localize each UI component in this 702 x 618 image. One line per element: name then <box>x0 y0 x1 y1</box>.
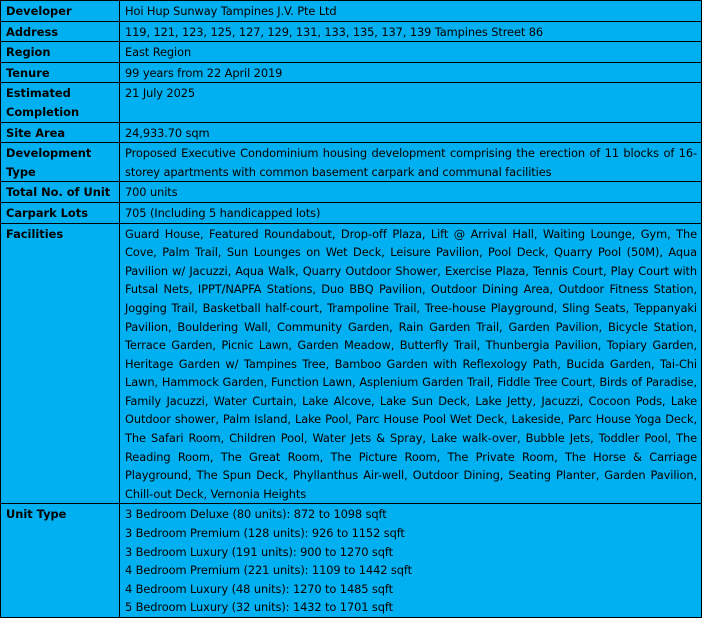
label-tenure: Tenure <box>1 62 120 83</box>
row-address <box>1 21 702 42</box>
label-region: Region <box>1 42 120 63</box>
label-developer: Developer <box>1 1 120 22</box>
row-facilities <box>1 223 702 504</box>
value-region: East Region <box>120 42 702 63</box>
value-unit-type <box>120 504 702 618</box>
row-unit-type <box>1 504 702 618</box>
label-development-type: Development Type <box>1 143 120 182</box>
row-region <box>1 42 702 63</box>
label-unit-type: Unit Type <box>1 504 120 618</box>
row-site-area <box>1 122 702 143</box>
unit-type-item: 3 Bedroom Deluxe (80 units): 872 to 1098 sqft <box>125 507 387 522</box>
unit-type-item: 4 Bedroom Premium (221 units): 1109 to 1442 sqft <box>125 563 412 578</box>
label-estimated-completion: Estimated Completion <box>1 83 120 122</box>
label-total-units: Total No. of Unit <box>1 182 120 203</box>
value-estimated-completion: 21 July 2025 <box>120 83 702 122</box>
row-total-units <box>1 182 702 203</box>
row-carpark-lots <box>1 202 702 223</box>
label-carpark-lots: Carpark Lots <box>1 202 120 223</box>
label-address: Address <box>1 21 120 42</box>
value-site-area: 24,933.70 sqm <box>120 122 702 143</box>
value-facilities: Guard House, Featured Roundabout, Drop-off Plaza, Lift @ Arrival Hall, Waiting Lounge, Gym, The Cove, Palm Trail, Sun Lounges on Wet Deck, Leisure Pavilion, Pool Deck, Quarry Pool (50M), Aqua Pavilion w/ Jacuzzi, Aqua Walk, Quarry Outdoor Shower, Exercise Plaza, Tennis Court, Play Court with Futsal Nets, IPPT/NAPFA Stations, Duo BBQ Pavilion, Outdoor Dining Area, Outdoor Fitness Station, Jogging Trail, Basketball half-court, Trampoline Trail, Tree-house Playground, Sling Seats, Teppanyaki Pavilion, Bouldering Wall, Community Garden, Rain Garden Trail, Garden Pavilion, Bicycle Station, Terrace Garden, Picnic Lawn, Garden Meadow, Butterfly Trail, Thunbergia Pavilion, Topiary Garden, Heritage Garden w/ Tampines Tree, Bamboo Garden with Reflexology Path, Bucida Garden, Tai-Chi Lawn, Hammock Garden, Function Lawn, Asplenium Garden Trail, Fiddle Tree Court, Birds of Paradise, Family Jacuzzi, Water Curtain, Lake Alcove, Lake Sun Deck, Lake Jetty, Jacuzzi, Cocoon Pods, Lake Outdoor shower, Palm Island, Lake Pool, Parc House Pool Wet Deck, Lakeside, Parc House Yoga Deck, The Safari Room, Children Pool, Water Jets & Spray, Lake walk-over, Bubble Jets, Toddler Pool, The Reading Room, The Great Room, The Picture Room, The Private Room, The Horse & Carriage Playground, The Spun Deck, Phyllanthus Air-well, Outdoor Dining, Seating Planter, Garden Pavilion, Chill-out Deck, Vernonia Heights <box>120 223 702 504</box>
row-tenure <box>1 62 702 83</box>
row-developer <box>1 1 702 22</box>
value-tenure: 99 years from 22 April 2019 <box>120 62 702 83</box>
unit-type-item: 3 Bedroom Premium (128 units): 926 to 1152 sqft <box>125 526 405 541</box>
row-development-type <box>1 143 702 182</box>
value-address: 119, 121, 123, 125, 127, 129, 131, 133, 135, 137, 139 Tampines Street 86 <box>120 21 702 42</box>
value-development-type: Proposed Executive Condominium housing development comprising the erection of 11 blocks of 16-storey apartments with common basement carpark and communal facilities <box>120 143 702 182</box>
unit-type-item: 3 Bedroom Luxury (191 units): 900 to 1270 sqft <box>125 544 393 559</box>
value-developer: Hoi Hup Sunway Tampines J.V. Pte Ltd <box>120 1 702 22</box>
value-carpark-lots: 705 (Including 5 handicapped lots) <box>120 202 702 223</box>
unit-type-item: 4 Bedroom Luxury (48 units): 1270 to 1485 sqft <box>125 581 393 596</box>
label-site-area: Site Area <box>1 122 120 143</box>
row-estimated-completion <box>1 83 702 122</box>
label-facilities: Facilities <box>1 223 120 504</box>
unit-type-item: 5 Bedroom Luxury (32 units): 1432 to 1701 sqft <box>125 600 393 615</box>
value-total-units: 700 units <box>120 182 702 203</box>
